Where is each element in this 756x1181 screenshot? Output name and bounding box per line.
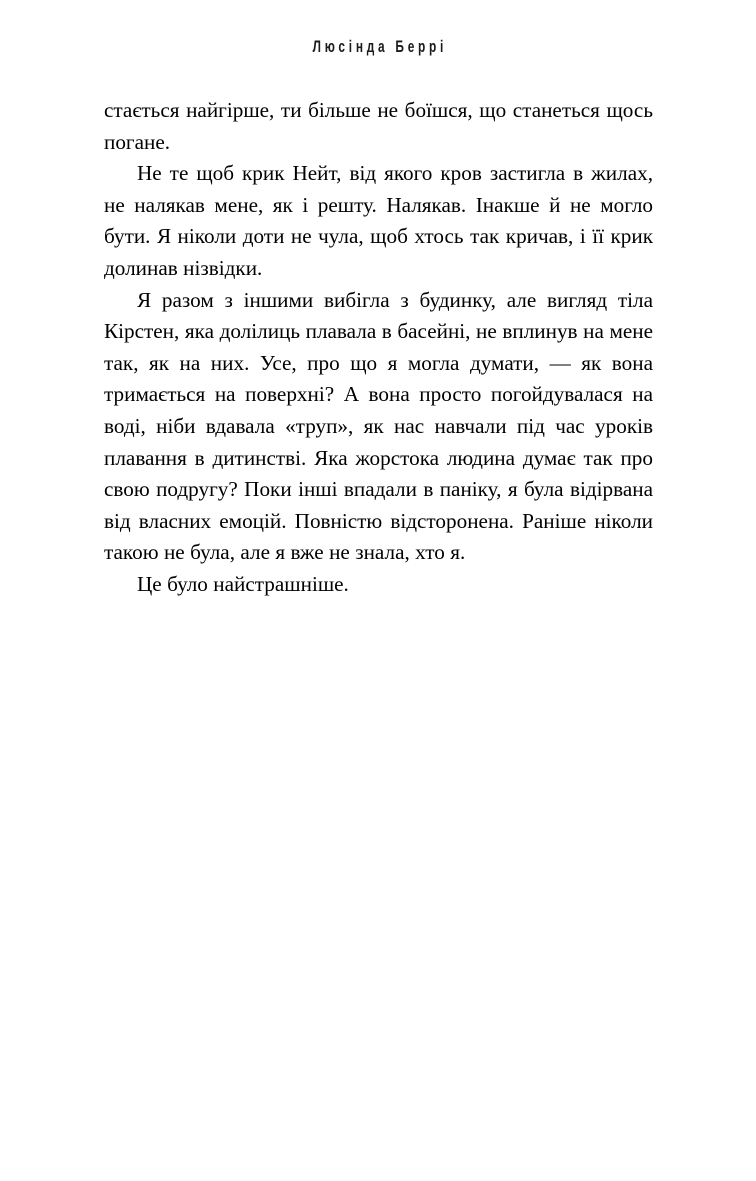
- paragraph: стається найгірше, ти більше не боїшся, що станеться щось погане.: [104, 98, 653, 154]
- paragraph: Не те щоб крик Нейт, від якого кров застигла в жилах, не налякав мене, як і решту. Налякав. Інакше й не могло бути. Я ніколи доти не чула, щоб хтось так кричав, і її крик долинав нізвідки.: [104, 161, 653, 280]
- paragraph: Я разом з іншими вибігла з будинку, але вигляд тіла Кірстен, яка долілиць плавала в басейні, не вплинув на мене так, як на них. Усе, про що я могла думати, — як вона тримається на поверхні? А вона просто погойдувалася на воді, ніби вдавала «труп», як нас навчали під час уроків плавання в дитинстві. Яка жорстока людина думає так про свою подругу? Поки інші впадали в паніку, я була відірвана від власних емоцій. Повністю відсторонена. Раніше ніколи такою не була, але я вже не знала, хто я.: [104, 287, 653, 565]
- running-head-author: Люсінда Беррі: [312, 38, 448, 56]
- body-text-block: [104, 95, 653, 601]
- paragraph: Це було найстрашніше.: [137, 571, 349, 596]
